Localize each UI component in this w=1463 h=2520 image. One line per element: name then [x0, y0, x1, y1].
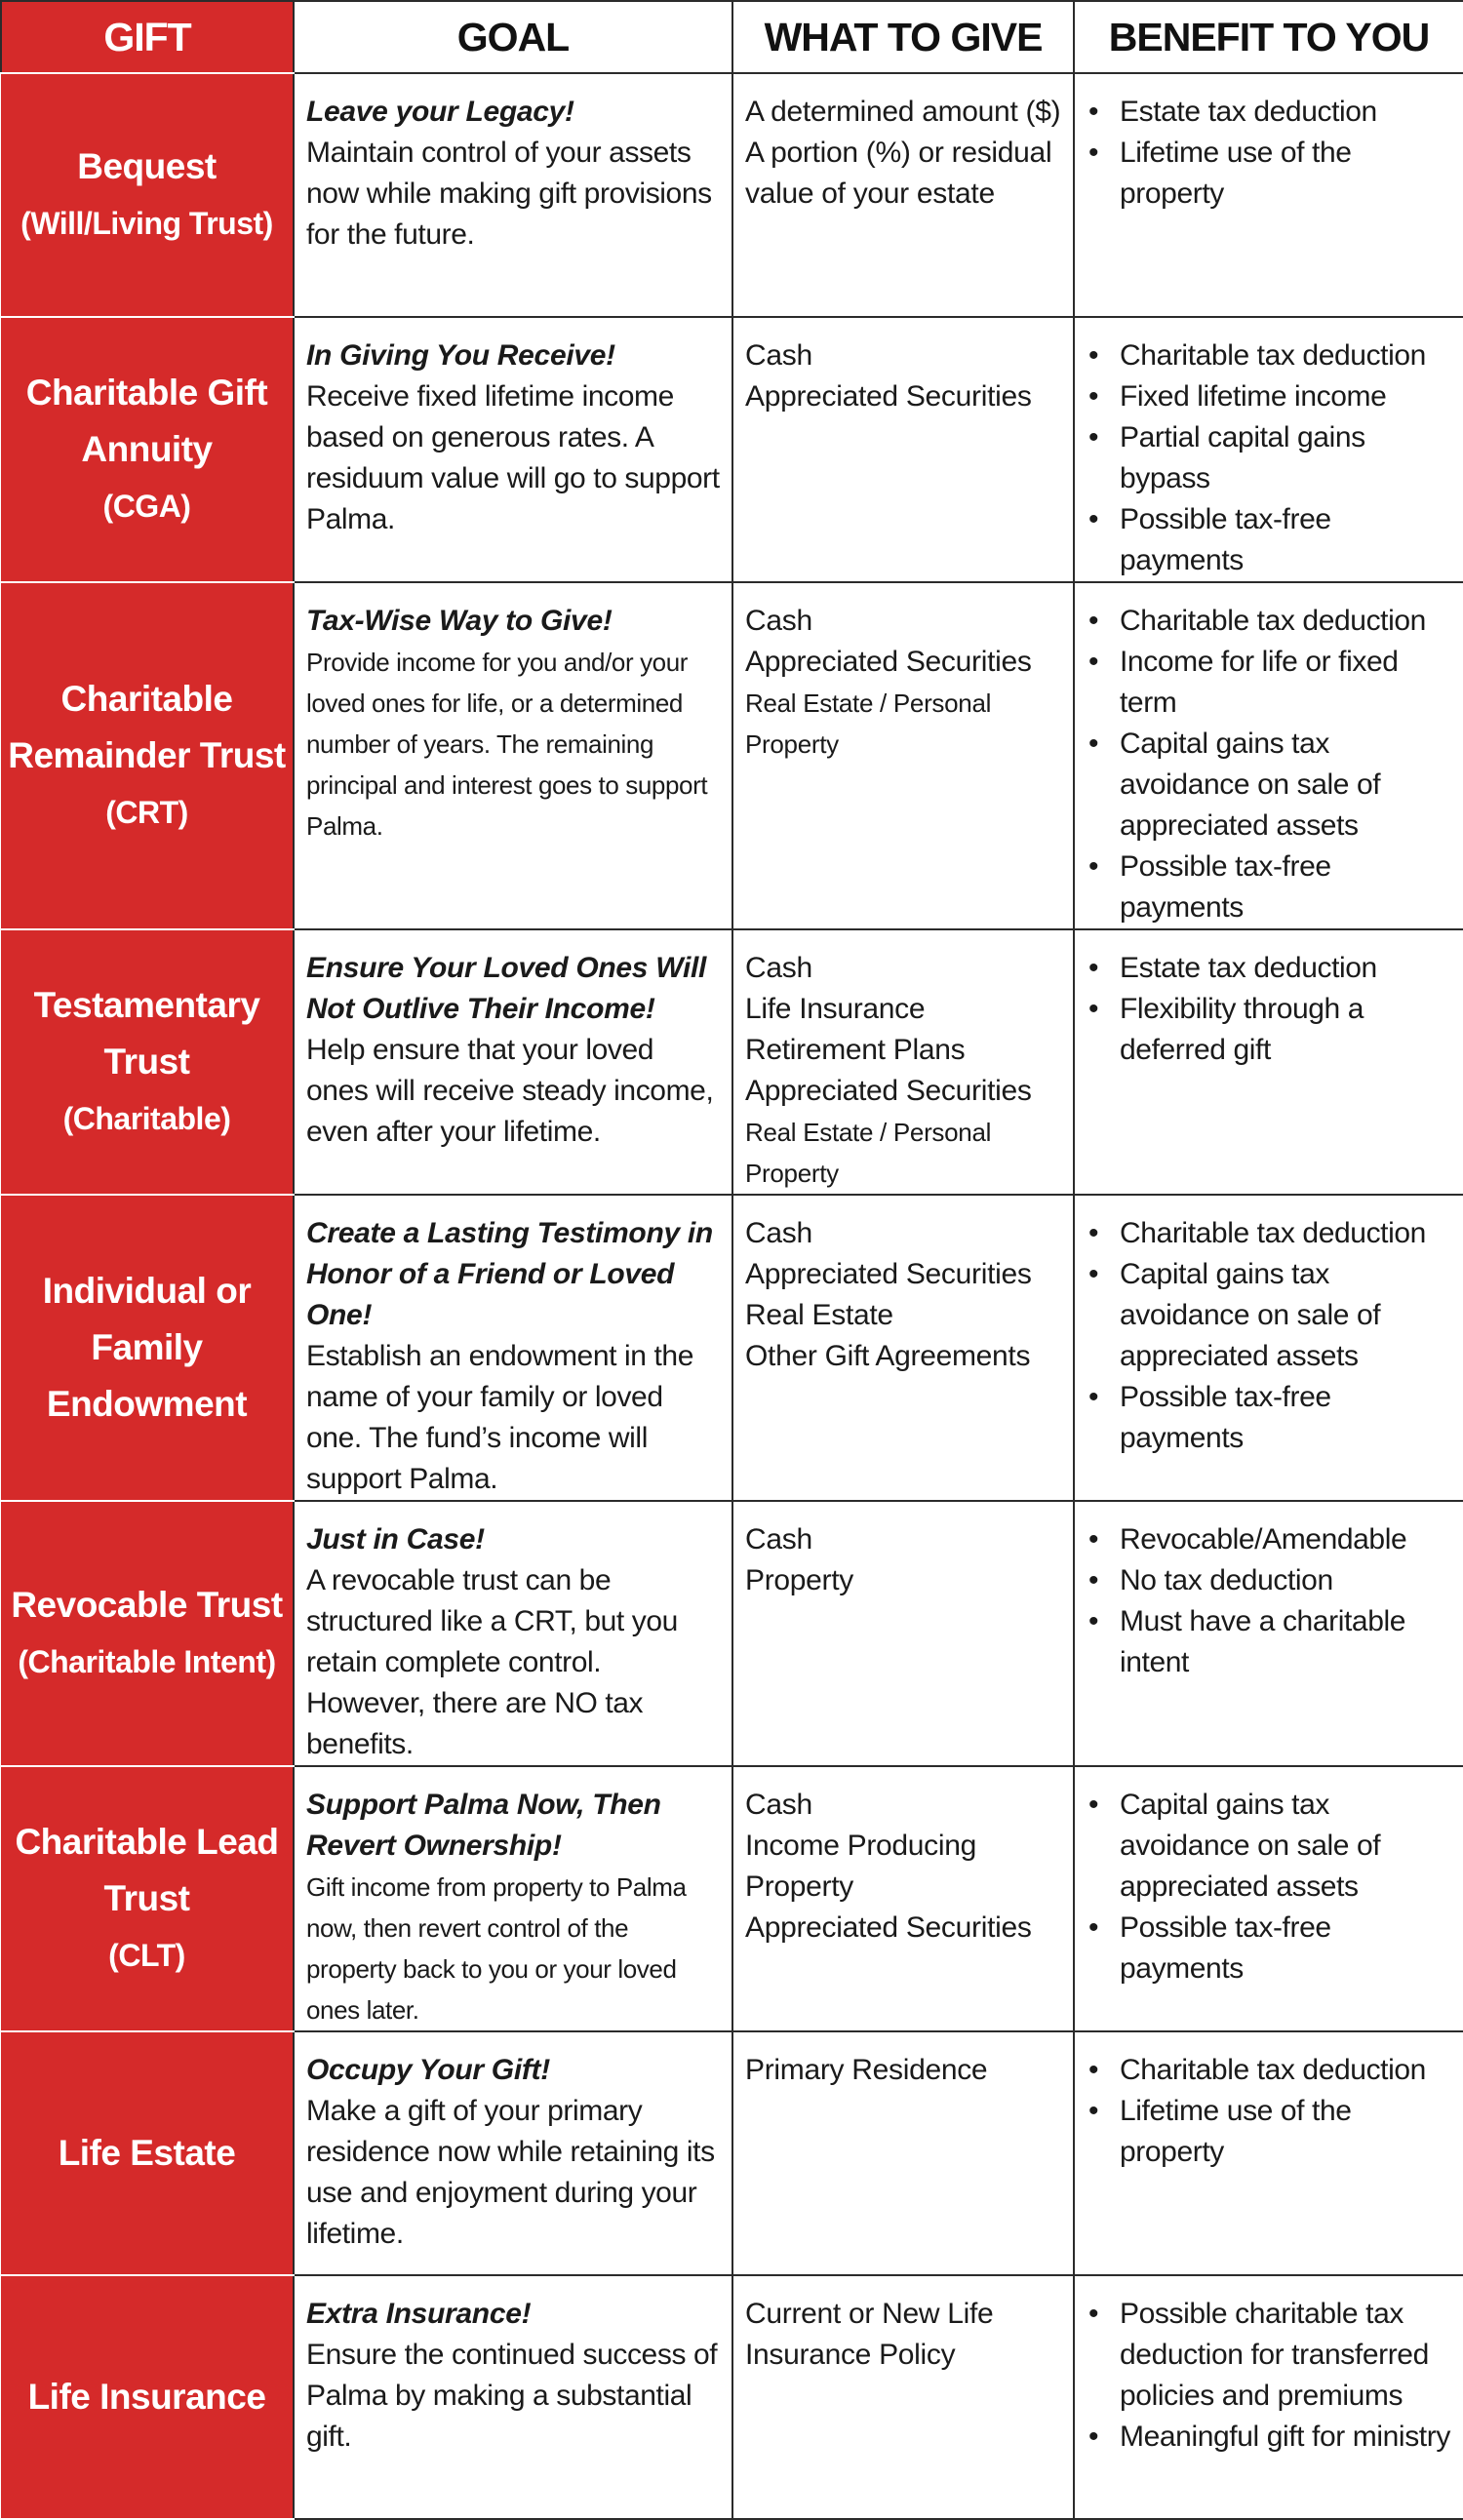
benefit-item — [1087, 2417, 1453, 2458]
benefit-item — [1087, 1601, 1453, 1683]
gift-name: Life Insurance — [27, 2377, 266, 2417]
bullet-icon: • — [1088, 646, 1099, 678]
gift-cell — [1, 1766, 294, 2031]
benefit-item — [1087, 335, 1453, 376]
give-item: Cash — [745, 605, 812, 637]
bullet-icon: • — [1088, 1789, 1099, 1821]
bullet-icon: • — [1088, 850, 1099, 883]
gift-name: Individual or Family Endowment — [42, 1271, 252, 1424]
give-item: Cash — [745, 1217, 812, 1249]
give-item: Real Estate / Personal Property — [745, 689, 992, 759]
give-list — [745, 1785, 1063, 1949]
give-item: Cash — [745, 1789, 812, 1821]
benefit-item — [1087, 989, 1453, 1071]
benefit-item — [1087, 133, 1453, 215]
gift-cell — [1, 2031, 294, 2275]
goal-cell — [294, 317, 732, 582]
table-row — [1, 2031, 1463, 2275]
bullet-icon: • — [1088, 993, 1099, 1025]
benefit-text: Income for life or fixed term — [1120, 646, 1399, 719]
bullet-icon: • — [1088, 339, 1099, 372]
give-item: Primary Residence — [745, 2054, 988, 2086]
what-to-give-cell — [732, 582, 1074, 929]
bullet-icon: • — [1088, 952, 1099, 984]
benefit-item — [1087, 1560, 1453, 1601]
goal-description: Ensure the continued success of Palma by making a substantial gift. — [306, 2339, 718, 2453]
goal-headline: Just in Case! — [306, 1523, 485, 1555]
goal-cell — [294, 1195, 732, 1501]
goal-cell — [294, 2275, 732, 2519]
gift-name: Bequest — [77, 146, 217, 186]
goal-cell — [294, 929, 732, 1195]
bullet-icon: • — [1088, 1258, 1099, 1290]
benefit-text: Flexibility through a deferred gift — [1120, 993, 1364, 1066]
bullet-icon: • — [1088, 503, 1099, 535]
benefit-text: Charitable tax deduction — [1120, 1217, 1426, 1249]
goal-headline: Create a Lasting Testimony in Honor of a Friend or Loved One! — [306, 1217, 713, 1331]
bullet-icon: • — [1088, 1217, 1099, 1249]
benefit-item — [1087, 1254, 1453, 1377]
benefit-text: Estate tax deduction — [1120, 96, 1377, 128]
header-goal: GOAL — [294, 1, 732, 73]
goal-description: Establish an endowment in the name of your family or loved one. The fund’s income will support Palma. — [306, 1340, 693, 1495]
benefit-item — [1087, 1908, 1453, 1989]
give-item: Appreciated Securities — [745, 1258, 1032, 1290]
give-list — [745, 2294, 1063, 2376]
give-item: Real Estate / Personal Property — [745, 1118, 992, 1188]
give-item: Cash — [745, 1523, 812, 1555]
benefit-list — [1087, 1519, 1453, 1683]
gift-cell — [1, 1195, 294, 1501]
benefit-item — [1087, 417, 1453, 499]
benefit-item — [1087, 642, 1453, 724]
benefit-item — [1087, 499, 1453, 581]
give-item: Appreciated Securities — [745, 1075, 1032, 1107]
gift-cell — [1, 929, 294, 1195]
benefit-list — [1087, 335, 1453, 581]
benefit-item — [1087, 2091, 1453, 2173]
benefit-text: Capital gains tax avoidance on sale of appreciated assets — [1120, 1258, 1381, 1372]
benefit-item — [1087, 948, 1453, 989]
benefit-item — [1087, 2050, 1453, 2091]
benefit-text: Capital gains tax avoidance on sale of appreciated assets — [1120, 728, 1381, 842]
benefit-text: Must have a charitable intent — [1120, 1605, 1406, 1678]
benefit-text: Capital gains tax avoidance on sale of appreciated assets — [1120, 1789, 1381, 1903]
give-item: Other Gift Agreements — [745, 1340, 1031, 1372]
gift-name: Life Estate — [58, 2133, 236, 2173]
goal-headline: Tax-Wise Way to Give! — [306, 605, 613, 637]
what-to-give-cell — [732, 1766, 1074, 2031]
bullet-icon: • — [1088, 2298, 1099, 2330]
gift-subtitle: (CGA) — [102, 489, 191, 524]
table-header — [1, 1, 1463, 73]
table-row — [1, 2275, 1463, 2519]
header-gift: GIFT — [1, 1, 294, 73]
benefit-text: Partial capital gains bypass — [1120, 421, 1365, 494]
give-list — [745, 601, 1063, 765]
give-item: Income Producing Property — [745, 1830, 977, 1903]
give-list — [745, 335, 1063, 417]
give-list — [745, 2050, 1063, 2091]
give-item: A determined amount ($) — [745, 96, 1061, 128]
gift-name: Charitable Remainder Trust — [8, 679, 286, 775]
goal-description: Gift income from property to Palma now, then revert control of the property back to you or your loved ones later. — [306, 1872, 687, 2025]
benefit-text: No tax deduction — [1120, 1564, 1333, 1596]
goal-headline: In Giving You Receive! — [306, 339, 615, 372]
give-list — [745, 92, 1063, 215]
bullet-icon: • — [1088, 2095, 1099, 2127]
benefit-item — [1087, 1785, 1453, 1908]
gift-subtitle: (CLT) — [108, 1938, 185, 1973]
goal-headline: Ensure Your Loved Ones Will Not Outlive Their Income! — [306, 952, 707, 1025]
benefit-cell — [1074, 73, 1463, 317]
benefit-text: Lifetime use of the property — [1120, 137, 1352, 210]
goal-headline: Support Palma Now, Then Revert Ownership! — [306, 1789, 661, 1862]
table-row — [1, 1501, 1463, 1766]
goal-cell — [294, 582, 732, 929]
bullet-icon: • — [1088, 380, 1099, 413]
header-row — [1, 1, 1463, 73]
gift-name: Revocable Trust — [11, 1585, 283, 1625]
give-item: Cash — [745, 952, 812, 984]
benefit-list — [1087, 2050, 1453, 2173]
goal-description: A revocable trust can be structured like a CRT, but you retain complete control. However, there are NO tax benefits. — [306, 1564, 678, 1760]
what-to-give-cell — [732, 317, 1074, 582]
what-to-give-cell — [732, 1195, 1074, 1501]
goal-headline: Extra Insurance! — [306, 2298, 532, 2330]
what-to-give-cell — [732, 929, 1074, 1195]
benefit-text: Revocable/Amendable — [1120, 1523, 1407, 1555]
gift-subtitle: (Charitable) — [62, 1101, 231, 1136]
bullet-icon: • — [1088, 1523, 1099, 1555]
goal-headline: Occupy Your Gift! — [306, 2054, 550, 2086]
goal-description: Maintain control of your assets now while making gift provisions for the future. — [306, 137, 712, 251]
bullet-icon: • — [1088, 1605, 1099, 1637]
benefit-text: Lifetime use of the property — [1120, 2095, 1352, 2168]
gift-subtitle: (Charitable Intent) — [18, 1644, 276, 1679]
gift-cell — [1, 317, 294, 582]
benefit-list — [1087, 92, 1453, 215]
give-item: A portion (%) or residual value of your estate — [745, 137, 1052, 210]
gift-name: Charitable Lead Trust — [15, 1822, 279, 1918]
header-what-to-give: WHAT TO GIVE — [732, 1, 1074, 73]
benefit-text: Possible tax-free payments — [1120, 1381, 1331, 1454]
gift-cell — [1, 582, 294, 929]
give-list — [745, 1213, 1063, 1377]
goal-cell — [294, 1766, 732, 2031]
benefit-item — [1087, 601, 1453, 642]
gift-subtitle: (CRT) — [105, 795, 188, 830]
goal-description: Make a gift of your primary residence now while retaining its use and enjoyment during your lifetime. — [306, 2095, 715, 2250]
benefit-text: Possible tax-free payments — [1120, 1911, 1331, 1985]
benefit-list — [1087, 1785, 1453, 1989]
benefit-item — [1087, 724, 1453, 847]
benefit-text: Charitable tax deduction — [1120, 339, 1426, 372]
benefit-item — [1087, 847, 1453, 928]
give-item: Real Estate — [745, 1299, 893, 1331]
table-row — [1, 1766, 1463, 2031]
give-item: Cash — [745, 339, 812, 372]
gift-cell — [1, 73, 294, 317]
benefit-list — [1087, 948, 1453, 1071]
give-item: Retirement Plans — [745, 1034, 966, 1066]
table-row — [1, 929, 1463, 1195]
benefit-text: Fixed lifetime income — [1120, 380, 1387, 413]
bullet-icon: • — [1088, 1911, 1099, 1944]
table-row — [1, 1195, 1463, 1501]
bullet-icon: • — [1088, 1564, 1099, 1596]
what-to-give-cell — [732, 1501, 1074, 1766]
bullet-icon: • — [1088, 96, 1099, 128]
goal-cell — [294, 73, 732, 317]
goal-cell — [294, 2031, 732, 2275]
header-benefit: BENEFIT TO YOU — [1074, 1, 1463, 73]
bullet-icon: • — [1088, 605, 1099, 637]
give-item: Property — [745, 1564, 853, 1596]
benefit-cell — [1074, 1501, 1463, 1766]
what-to-give-cell — [732, 2031, 1074, 2275]
benefit-text: Charitable tax deduction — [1120, 2054, 1426, 2086]
bullet-icon: • — [1088, 421, 1099, 453]
benefit-cell — [1074, 317, 1463, 582]
goal-description: Provide income for you and/or your loved ones for life, or a determined number of years. The remaining principal and interest goes to support Palma. — [306, 648, 708, 841]
benefit-item — [1087, 376, 1453, 417]
benefit-text: Possible tax-free payments — [1120, 850, 1331, 924]
goal-cell — [294, 1501, 732, 1766]
gift-cell — [1, 1501, 294, 1766]
benefit-text: Meaningful gift for ministry — [1120, 2421, 1450, 2453]
table-body — [1, 73, 1463, 2519]
benefit-cell — [1074, 1766, 1463, 2031]
table-row — [1, 582, 1463, 929]
benefit-text: Estate tax deduction — [1120, 952, 1377, 984]
gift-cell — [1, 2275, 294, 2519]
benefit-cell — [1074, 2031, 1463, 2275]
gift-name: Testamentary Trust — [33, 985, 260, 1082]
benefit-text: Possible charitable tax deduction for transferred policies and premiums — [1120, 2298, 1429, 2412]
benefit-item — [1087, 1213, 1453, 1254]
goal-description: Receive fixed lifetime income based on generous rates. A residuum value will go to support Palma. — [306, 380, 720, 535]
benefit-text: Possible tax-free payments — [1120, 503, 1331, 576]
give-item: Appreciated Securities — [745, 1911, 1032, 1944]
benefit-cell — [1074, 1195, 1463, 1501]
benefit-item — [1087, 92, 1453, 133]
benefit-list — [1087, 2294, 1453, 2458]
gift-name: Charitable Gift Annuity — [25, 373, 268, 469]
bullet-icon: • — [1088, 728, 1099, 760]
what-to-give-cell — [732, 2275, 1074, 2519]
benefit-text: Charitable tax deduction — [1120, 605, 1426, 637]
goal-headline: Leave your Legacy! — [306, 96, 574, 128]
benefit-list — [1087, 601, 1453, 928]
gift-subtitle: (Will/Living Trust) — [20, 206, 273, 241]
bullet-icon: • — [1088, 2054, 1099, 2086]
benefit-cell — [1074, 929, 1463, 1195]
benefit-item — [1087, 2294, 1453, 2417]
benefit-cell — [1074, 2275, 1463, 2519]
give-item: Life Insurance — [745, 993, 926, 1025]
bullet-icon: • — [1088, 2421, 1099, 2453]
give-item: Appreciated Securities — [745, 646, 1032, 678]
what-to-give-cell — [732, 73, 1074, 317]
give-item: Current or New Life Insurance Policy — [745, 2298, 994, 2371]
give-list — [745, 948, 1063, 1194]
benefit-item — [1087, 1377, 1453, 1459]
table-row — [1, 73, 1463, 317]
benefit-item — [1087, 1519, 1453, 1560]
give-list — [745, 1519, 1063, 1601]
bullet-icon: • — [1088, 137, 1099, 169]
benefit-cell — [1074, 582, 1463, 929]
give-item: Appreciated Securities — [745, 380, 1032, 413]
goal-description: Help ensure that your loved ones will receive steady income, even after your lifetime. — [306, 1034, 714, 1148]
benefit-list — [1087, 1213, 1453, 1459]
bullet-icon: • — [1088, 1381, 1099, 1413]
table-row — [1, 317, 1463, 582]
